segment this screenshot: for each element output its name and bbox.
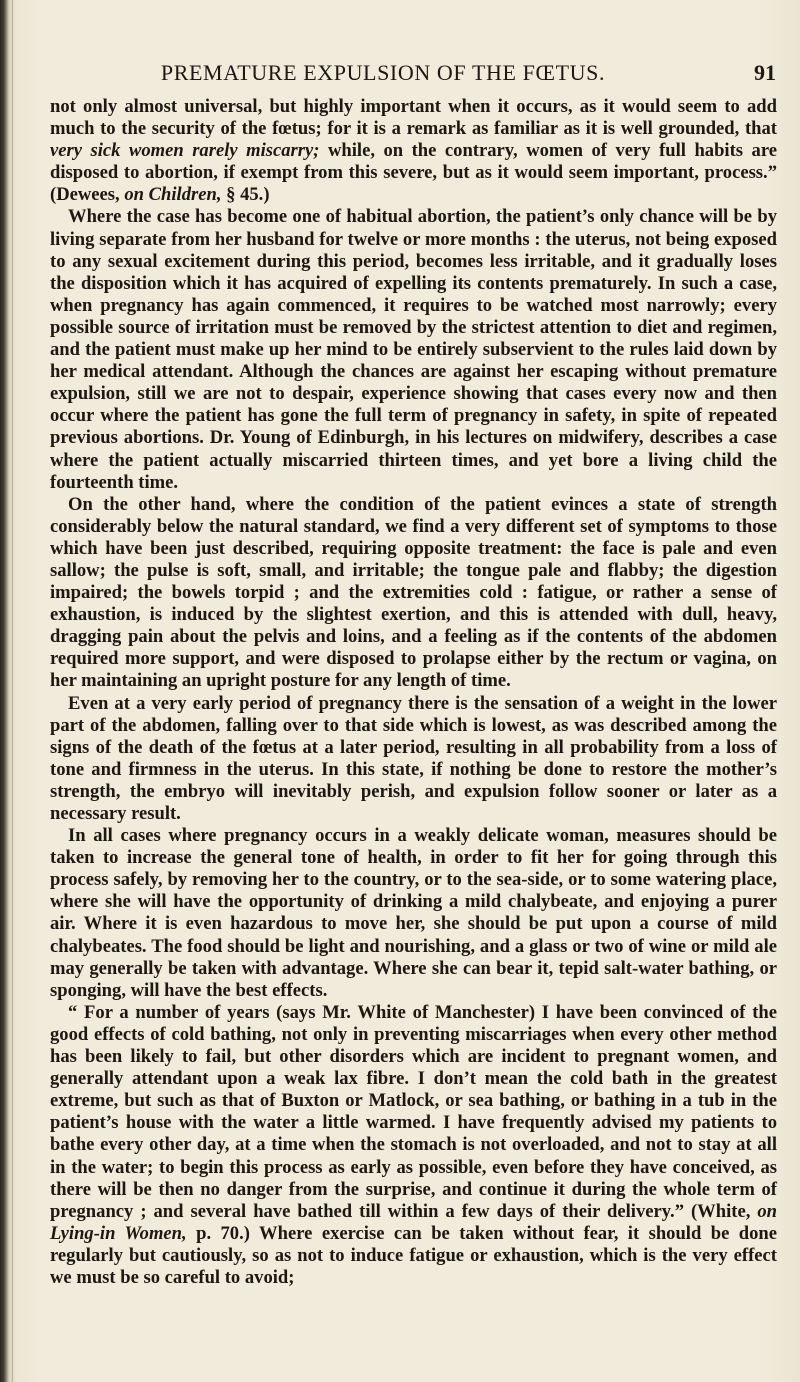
text-span: On the other hand, where the condition of the patient evinces a state of strength considerably below the natural standard, we find a very different set of symptoms to those which have been just described, requiring opposite treatment: the face is pale and even sallow; the pulse is soft, small, and irritable; the tongue pale and flabby; the digestion impaired; the bowels torpid ; and the extremities cold : fatigue, or rather a sense of exhaustion, is induced by the slightest exertion, and this is attended with dull, heavy, dragging pain about the pelvis and loins, and a feeling as if the contents of the abdomen required more support, and were disposed to prolapse either by the rectum or vagina, on her maintaining an upright posture for any length of time. bbox=[50, 493, 777, 692]
text-span: Where the case has become one of habitual abortion, the patient’s only chance will be by living separate from her husband for twelve or more months : the uterus, not being exposed to any sexual excitement during this period, becomes less irritable, and it gradually loses the disposition which it has acquired of expelling its contents prematurely. In such a case, when pregnancy has again commenced, it requires to be watched most narrowly; every possible source of irritation must be removed by the strictest attention to diet and regimen, and the patient must make up her mind to be entirely subservient to the rules laid down by her medical attendant. Although the chances are against her escaping without premature expulsion, still we are not to despair, experience showing that cases every now and then occur where the patient has gone the full term of pregnancy in safety, in spite of repeated previous abortions. Dr. Young of Edinburgh, in his lectures on midwifery, describes a case where the patient actually miscarried thirteen times, and yet bore a living child the fourteenth time. bbox=[50, 206, 777, 493]
italic-text-span: on Lying-in Women, bbox=[50, 1200, 777, 1244]
page-gutter-shadow bbox=[12, 0, 13, 1382]
italic-text-span: very sick women rarely miscarry; bbox=[50, 140, 320, 162]
text-span: “ For a number of years (says Mr. White of Manchester) I have been convinced of the good effects of cold bathing, not only in preventing miscarriages when every other method has been likely to fail, but other disorders which are incident to pregnant women, and generally attendant upon a weak lax fibre. I don’t mean the cold bath in the greatest extreme, but such as that of Buxton or Matlock, or sea bathing, or bathing in a tub in the patient’s house with the water a little warmed. I have frequently advised my patients to bathe every other day, at a time when the stomach is not overloaded, and not to stay at all in the water; to begin this process as early as possible, even before they have conceived, as there will be then no danger from the surprise, and continue it during the whole term of pregnancy ; and several have bathed till within a few days of their delivery.” (White, bbox=[50, 1001, 777, 1222]
running-title: PREMATURE EXPULSION OF THE FŒTUS. bbox=[160, 60, 606, 85]
page-header bbox=[60, 60, 776, 90]
paragraph bbox=[50, 96, 777, 206]
paragraph bbox=[50, 494, 777, 693]
italic-text-span: on Children, bbox=[124, 184, 222, 206]
text-span: p. 70.) Where exercise can be taken without fear, it should be done regularly but cautiously, so as not to induce fatigue or exhaustion, which is the very effect we must be so careful to avoid; bbox=[50, 1222, 777, 1288]
text-span: Even at a very early period of pregnancy there is the sensation of a weight in the lower part of the abdomen, falling over to that side which is lowest, as was described among the signs of the death of the fœtus at a later period, resulting in all probability from a loss of tone and firmness in the uterus. In this state, if nothing be done to restore the mother’s strength, the embryo will inevitably perish, and expulsion follow sooner or later as a necessary result. bbox=[50, 692, 777, 824]
text-span: not only almost universal, but highly important when it occurs, as it would seem to add much to the security of the fœtus; for it is a remark as familiar as it is well grounded, that bbox=[50, 96, 777, 140]
text-span: while, on the contrary, women of very full habits are disposed to abortion, if exempt from this severe, but as it would seem important, process.” (Dewees, bbox=[50, 140, 777, 206]
paragraph bbox=[50, 1002, 777, 1289]
paragraph bbox=[50, 825, 777, 1002]
paragraph bbox=[50, 693, 777, 826]
body-text bbox=[50, 96, 777, 1289]
paragraph bbox=[50, 206, 777, 493]
text-span: In all cases where pregnancy occurs in a weakly delicate woman, measures should be taken to increase the general tone of health, in order to fit her for going through this process safely, by removing her to the country, or to the sea-side, or to some watering place, where she will have the opportunity of drinking a mild chalybeate, and enjoying a purer air. Where it is even hazardous to move her, she should be put upon a course of mild chalybeates. The food should be light and nourishing, and a glass or two of wine or mild ale may generally be taken with advantage. Where she can bear it, tepid salt-water bathing, or sponging, will have the best effects. bbox=[50, 825, 777, 1001]
text-span: § 45.) bbox=[221, 184, 270, 206]
page-number: 91 bbox=[754, 60, 776, 85]
